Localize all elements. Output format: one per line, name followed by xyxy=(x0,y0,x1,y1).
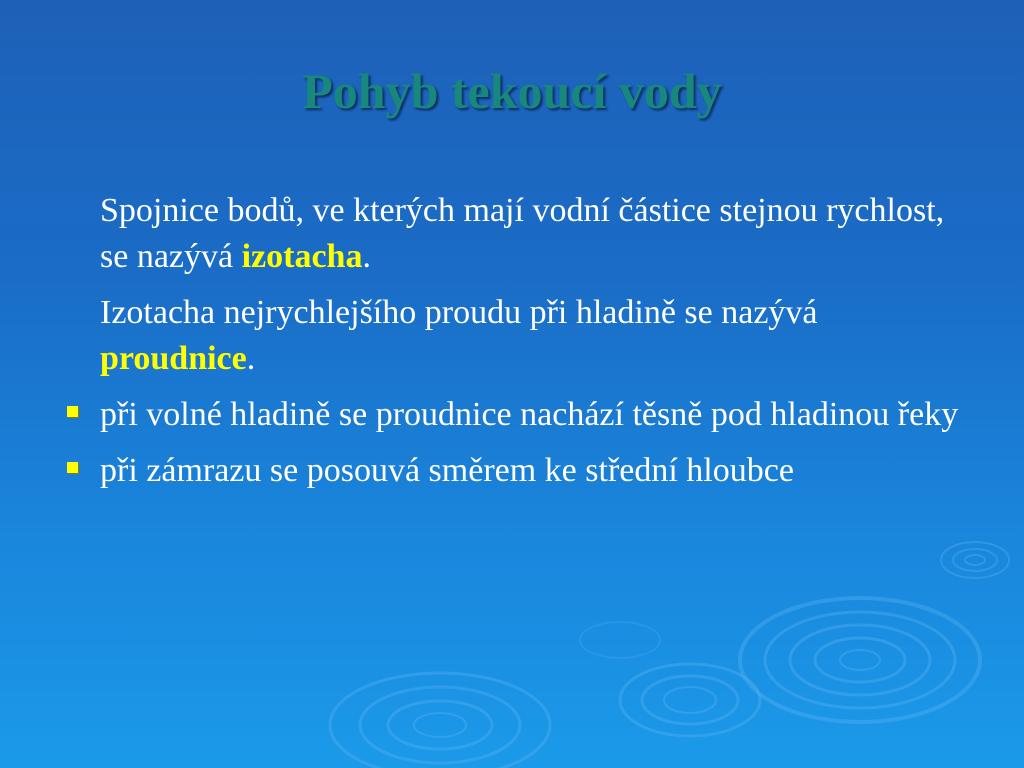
paragraph-text: Izotacha nejrychlejšího proudu při hladině se nazývá xyxy=(100,294,818,331)
bullet-text: při zámrazu se posouvá směrem ke střední hloubce xyxy=(100,452,794,489)
square-bullet-icon xyxy=(67,406,78,417)
bullet-item-volna-hladina xyxy=(62,392,962,438)
highlight-term-izotacha: izotacha xyxy=(241,238,363,275)
highlight-term-proudnice: proudnice xyxy=(100,340,247,377)
bullet-item-zamraz xyxy=(62,448,962,494)
paragraph-text-end: . xyxy=(362,238,371,275)
paragraph-isotacha xyxy=(62,188,962,280)
square-bullet-icon xyxy=(67,462,78,473)
paragraph-text-end: . xyxy=(246,340,256,377)
slide-body xyxy=(62,188,962,504)
paragraph-proudnice xyxy=(62,290,962,382)
bullet-text: při volné hladině se proudnice nachází těsně pod hladinou řeky xyxy=(100,396,959,433)
paragraph-text: Spojnice bodů, ve kterých mají vodní částice stejnou rychlost, se nazývá xyxy=(100,192,945,275)
slide-title: Pohyb tekoucí vody xyxy=(302,63,722,119)
